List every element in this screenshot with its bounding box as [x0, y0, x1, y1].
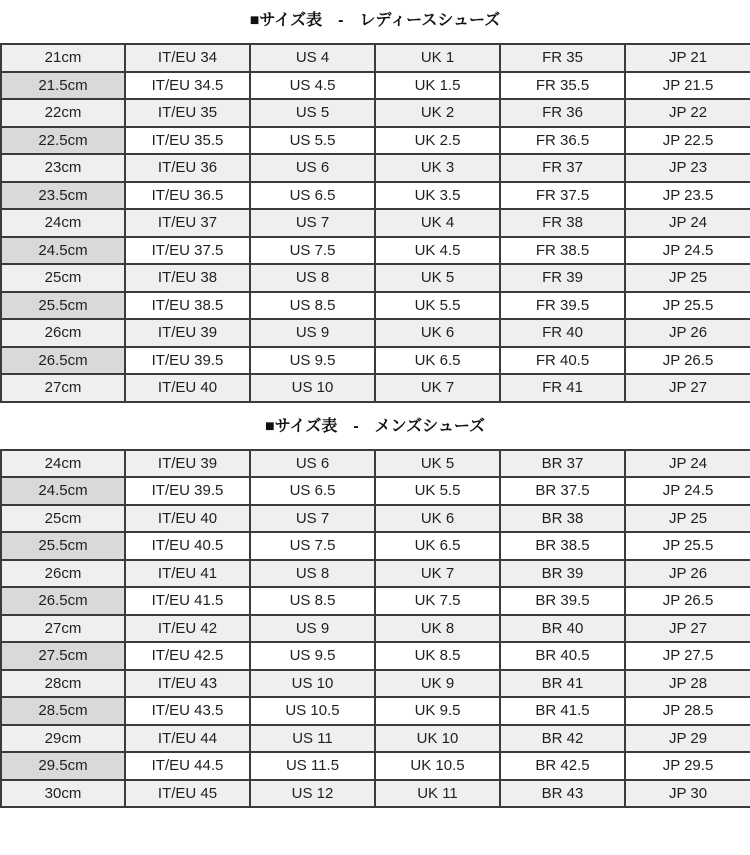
size-value-cell: JP 29 — [625, 725, 750, 753]
table-row — [1, 450, 750, 478]
size-value-cell: IT/EU 45 — [125, 780, 250, 808]
size-value-cell: US 9.5 — [250, 347, 375, 375]
size-cm-cell: 26.5cm — [1, 587, 125, 615]
size-value-cell: IT/EU 44 — [125, 725, 250, 753]
size-value-cell: BR 37.5 — [500, 477, 625, 505]
size-value-cell: BR 40 — [500, 615, 625, 643]
size-value-cell: BR 42 — [500, 725, 625, 753]
size-value-cell: UK 2.5 — [375, 127, 500, 155]
size-value-cell: JP 25.5 — [625, 532, 750, 560]
size-value-cell: JP 22 — [625, 99, 750, 127]
table-row — [1, 209, 750, 237]
size-value-cell: FR 35 — [500, 44, 625, 72]
table-row — [1, 319, 750, 347]
size-value-cell: BR 43 — [500, 780, 625, 808]
size-value-cell: IT/EU 43.5 — [125, 697, 250, 725]
table-row — [1, 477, 750, 505]
size-value-cell: UK 6 — [375, 505, 500, 533]
size-value-cell: JP 25.5 — [625, 292, 750, 320]
size-cm-cell: 27cm — [1, 615, 125, 643]
size-value-cell: US 11 — [250, 725, 375, 753]
size-value-cell: IT/EU 40 — [125, 374, 250, 402]
size-value-cell: US 4.5 — [250, 72, 375, 100]
size-value-cell: IT/EU 39 — [125, 450, 250, 478]
size-value-cell: JP 24 — [625, 209, 750, 237]
size-value-cell: UK 1 — [375, 44, 500, 72]
size-cm-cell: 21.5cm — [1, 72, 125, 100]
table-row — [1, 44, 750, 72]
size-value-cell: JP 28 — [625, 670, 750, 698]
size-value-cell: UK 3.5 — [375, 182, 500, 210]
table-row — [1, 697, 750, 725]
size-value-cell: UK 1.5 — [375, 72, 500, 100]
size-value-cell: FR 37 — [500, 154, 625, 182]
size-value-cell: IT/EU 39.5 — [125, 347, 250, 375]
size-value-cell: IT/EU 38.5 — [125, 292, 250, 320]
size-value-cell: BR 39 — [500, 560, 625, 588]
table-row — [1, 182, 750, 210]
size-value-cell: JP 27 — [625, 374, 750, 402]
size-value-cell: US 10.5 — [250, 697, 375, 725]
size-value-cell: UK 10 — [375, 725, 500, 753]
size-value-cell: JP 21 — [625, 44, 750, 72]
size-value-cell: US 8.5 — [250, 292, 375, 320]
size-value-cell: US 8 — [250, 264, 375, 292]
size-cm-cell: 23.5cm — [1, 182, 125, 210]
size-value-cell: US 8 — [250, 560, 375, 588]
size-value-cell: BR 38 — [500, 505, 625, 533]
size-cm-cell: 22.5cm — [1, 127, 125, 155]
size-value-cell: US 9.5 — [250, 642, 375, 670]
size-value-cell: US 6 — [250, 154, 375, 182]
size-cm-cell: 25.5cm — [1, 292, 125, 320]
size-value-cell: JP 24.5 — [625, 237, 750, 265]
mens-table-title: ■サイズ表 - メンズシューズ — [264, 417, 486, 435]
ladies-section — [0, 0, 750, 403]
size-cm-cell: 27.5cm — [1, 642, 125, 670]
table-row — [1, 725, 750, 753]
size-value-cell: IT/EU 40.5 — [125, 532, 250, 560]
size-value-cell: UK 10.5 — [375, 752, 500, 780]
size-cm-cell: 30cm — [1, 780, 125, 808]
size-value-cell: US 10 — [250, 374, 375, 402]
size-value-cell: IT/EU 35.5 — [125, 127, 250, 155]
size-value-cell: IT/EU 40 — [125, 505, 250, 533]
size-value-cell: US 12 — [250, 780, 375, 808]
table-row — [1, 264, 750, 292]
size-value-cell: UK 5 — [375, 450, 500, 478]
size-value-cell: UK 9 — [375, 670, 500, 698]
size-cm-cell: 25cm — [1, 264, 125, 292]
size-cm-cell: 29.5cm — [1, 752, 125, 780]
table-row — [1, 237, 750, 265]
size-value-cell: US 5.5 — [250, 127, 375, 155]
size-value-cell: JP 27.5 — [625, 642, 750, 670]
size-value-cell: FR 37.5 — [500, 182, 625, 210]
size-value-cell: UK 5.5 — [375, 292, 500, 320]
size-value-cell: UK 7 — [375, 560, 500, 588]
table-row — [1, 642, 750, 670]
size-value-cell: UK 7.5 — [375, 587, 500, 615]
size-value-cell: IT/EU 35 — [125, 99, 250, 127]
size-value-cell: IT/EU 34.5 — [125, 72, 250, 100]
size-cm-cell: 26cm — [1, 560, 125, 588]
table-row — [1, 670, 750, 698]
size-value-cell: IT/EU 39.5 — [125, 477, 250, 505]
size-value-cell: US 7.5 — [250, 532, 375, 560]
size-value-cell: FR 41 — [500, 374, 625, 402]
size-cm-cell: 28cm — [1, 670, 125, 698]
size-value-cell: BR 37 — [500, 450, 625, 478]
size-value-cell: UK 8 — [375, 615, 500, 643]
table-row — [1, 154, 750, 182]
table-row — [1, 532, 750, 560]
size-value-cell: UK 8.5 — [375, 642, 500, 670]
size-value-cell: UK 5.5 — [375, 477, 500, 505]
ladies-table-title: ■サイズ表 - レディースシューズ — [249, 12, 501, 29]
size-value-cell: US 7.5 — [250, 237, 375, 265]
size-value-cell: BR 42.5 — [500, 752, 625, 780]
table-row — [1, 347, 750, 375]
size-value-cell: IT/EU 37.5 — [125, 237, 250, 265]
size-value-cell: IT/EU 44.5 — [125, 752, 250, 780]
size-value-cell: JP 26 — [625, 560, 750, 588]
size-value-cell: UK 4.5 — [375, 237, 500, 265]
size-cm-cell: 23cm — [1, 154, 125, 182]
size-value-cell: UK 2 — [375, 99, 500, 127]
size-value-cell: IT/EU 37 — [125, 209, 250, 237]
size-value-cell: IT/EU 36.5 — [125, 182, 250, 210]
size-cm-cell: 22cm — [1, 99, 125, 127]
size-cm-cell: 24cm — [1, 209, 125, 237]
size-value-cell: UK 3 — [375, 154, 500, 182]
size-cm-cell: 24cm — [1, 450, 125, 478]
size-value-cell: US 7 — [250, 209, 375, 237]
size-value-cell: UK 9.5 — [375, 697, 500, 725]
ladies-size-table — [0, 43, 750, 403]
table-row — [1, 560, 750, 588]
size-value-cell: BR 38.5 — [500, 532, 625, 560]
size-cm-cell: 26.5cm — [1, 347, 125, 375]
size-value-cell: IT/EU 42.5 — [125, 642, 250, 670]
size-value-cell: BR 39.5 — [500, 587, 625, 615]
size-cm-cell: 26cm — [1, 319, 125, 347]
size-value-cell: US 9 — [250, 319, 375, 347]
size-value-cell: JP 28.5 — [625, 697, 750, 725]
size-value-cell: JP 23.5 — [625, 182, 750, 210]
size-value-cell: US 9 — [250, 615, 375, 643]
size-cm-cell: 25cm — [1, 505, 125, 533]
table-row — [1, 752, 750, 780]
size-value-cell: JP 25 — [625, 264, 750, 292]
table-row — [1, 292, 750, 320]
table-row — [1, 99, 750, 127]
size-value-cell: IT/EU 41 — [125, 560, 250, 588]
size-value-cell: BR 40.5 — [500, 642, 625, 670]
size-value-cell: JP 26.5 — [625, 587, 750, 615]
size-value-cell: JP 26 — [625, 319, 750, 347]
mens-section — [0, 403, 750, 809]
size-value-cell: US 6.5 — [250, 182, 375, 210]
table-row — [1, 780, 750, 808]
size-value-cell: US 11.5 — [250, 752, 375, 780]
size-value-cell: IT/EU 34 — [125, 44, 250, 72]
size-value-cell: JP 27 — [625, 615, 750, 643]
size-value-cell: JP 25 — [625, 505, 750, 533]
size-value-cell: FR 36.5 — [500, 127, 625, 155]
table-row — [1, 505, 750, 533]
size-value-cell: IT/EU 41.5 — [125, 587, 250, 615]
size-value-cell: FR 36 — [500, 99, 625, 127]
table-row — [1, 615, 750, 643]
size-value-cell: IT/EU 39 — [125, 319, 250, 347]
size-cm-cell: 24.5cm — [1, 477, 125, 505]
size-cm-cell: 28.5cm — [1, 697, 125, 725]
size-value-cell: JP 21.5 — [625, 72, 750, 100]
size-value-cell: JP 30 — [625, 780, 750, 808]
size-value-cell: IT/EU 38 — [125, 264, 250, 292]
size-cm-cell: 29cm — [1, 725, 125, 753]
size-value-cell: IT/EU 43 — [125, 670, 250, 698]
size-cm-cell: 21cm — [1, 44, 125, 72]
size-value-cell: FR 38.5 — [500, 237, 625, 265]
size-value-cell: US 5 — [250, 99, 375, 127]
size-value-cell: JP 26.5 — [625, 347, 750, 375]
size-value-cell: UK 7 — [375, 374, 500, 402]
size-cm-cell: 25.5cm — [1, 532, 125, 560]
size-value-cell: JP 22.5 — [625, 127, 750, 155]
table-row — [1, 72, 750, 100]
size-value-cell: JP 29.5 — [625, 752, 750, 780]
size-value-cell: UK 6 — [375, 319, 500, 347]
size-value-cell: JP 24.5 — [625, 477, 750, 505]
table-row — [1, 127, 750, 155]
mens-size-table — [0, 449, 750, 809]
size-value-cell: BR 41.5 — [500, 697, 625, 725]
size-value-cell: US 10 — [250, 670, 375, 698]
size-value-cell: US 4 — [250, 44, 375, 72]
size-value-cell: UK 4 — [375, 209, 500, 237]
size-value-cell: FR 35.5 — [500, 72, 625, 100]
size-value-cell: UK 6.5 — [375, 347, 500, 375]
size-value-cell: US 6.5 — [250, 477, 375, 505]
size-value-cell: FR 39 — [500, 264, 625, 292]
table-row — [1, 374, 750, 402]
size-value-cell: IT/EU 36 — [125, 154, 250, 182]
size-value-cell: US 6 — [250, 450, 375, 478]
size-value-cell: FR 39.5 — [500, 292, 625, 320]
size-value-cell: BR 41 — [500, 670, 625, 698]
size-value-cell: JP 23 — [625, 154, 750, 182]
table-row — [1, 587, 750, 615]
size-cm-cell: 24.5cm — [1, 237, 125, 265]
size-value-cell: UK 11 — [375, 780, 500, 808]
size-value-cell: FR 40 — [500, 319, 625, 347]
size-value-cell: US 8.5 — [250, 587, 375, 615]
size-value-cell: JP 24 — [625, 450, 750, 478]
size-cm-cell: 27cm — [1, 374, 125, 402]
size-value-cell: IT/EU 42 — [125, 615, 250, 643]
size-value-cell: UK 6.5 — [375, 532, 500, 560]
size-value-cell: FR 38 — [500, 209, 625, 237]
size-value-cell: FR 40.5 — [500, 347, 625, 375]
size-value-cell: UK 5 — [375, 264, 500, 292]
size-value-cell: US 7 — [250, 505, 375, 533]
